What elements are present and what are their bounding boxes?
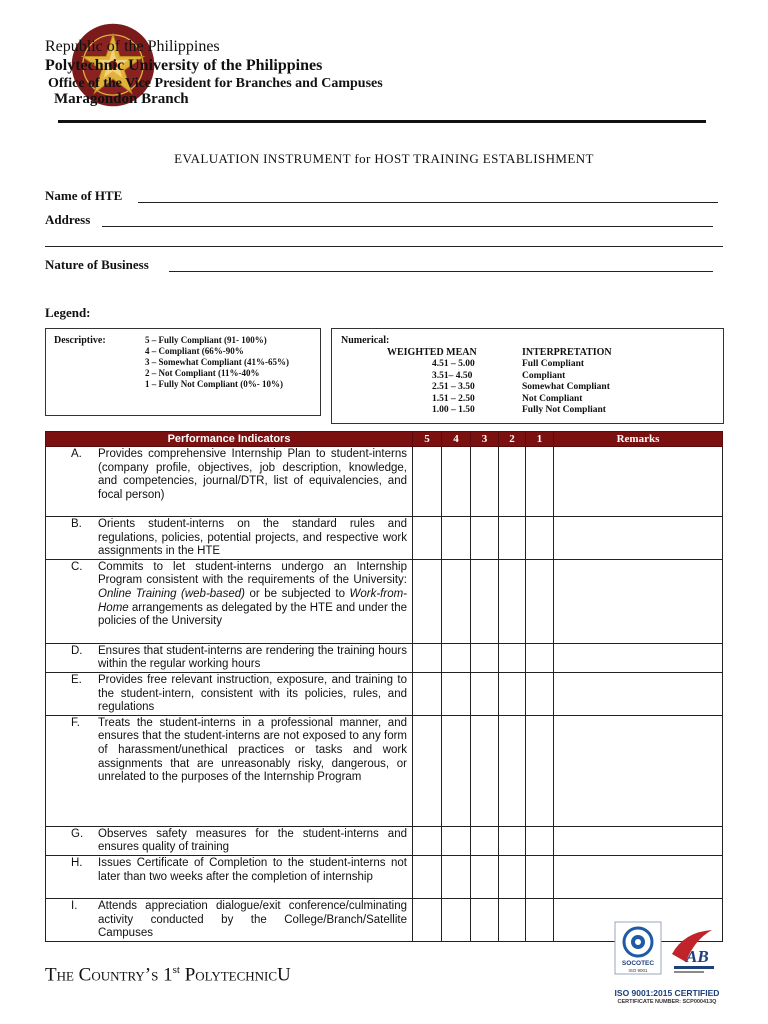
motto-superscript: st	[172, 964, 180, 976]
nature-of-business-label: Nature of Business	[45, 257, 149, 272]
indicator-letter: F.	[71, 716, 80, 729]
interpretation-heading: INTERPRETATION	[522, 347, 612, 358]
indicator-letter: D.	[71, 644, 83, 657]
indicator-text: Attends appreciation dialogue/exit conference/culminating activity conducted by the College/Branch/Satellite Campuses	[98, 899, 407, 940]
interp: Fully Not Compliant	[522, 405, 606, 415]
indicator-text: Ensures that student-interns are rendering the training hours within the regular working hours	[98, 644, 407, 671]
indicator-cell	[46, 826, 413, 855]
indicator-cell	[46, 672, 413, 715]
score-cell-4[interactable]	[442, 672, 471, 715]
table-row	[46, 672, 723, 715]
indicator-text	[98, 561, 407, 629]
numerical-row	[432, 382, 610, 394]
score-cell-5[interactable]	[413, 715, 442, 826]
header-score-1: 1	[526, 432, 554, 447]
score-cell-3[interactable]	[471, 826, 499, 855]
header-score-5: 5	[413, 432, 442, 447]
numerical-label: Numerical:	[341, 335, 390, 346]
header-divider	[58, 120, 706, 123]
descriptive-item: 2 – Not Compliant (11%-40%	[145, 368, 260, 378]
score-cell-1[interactable]	[526, 855, 554, 898]
header-remarks: Remarks	[554, 432, 723, 447]
score-cell-1[interactable]	[526, 447, 554, 517]
score-cell-2[interactable]	[499, 826, 526, 855]
indicator-letter: G.	[71, 827, 84, 840]
score-cell-2[interactable]	[499, 855, 526, 898]
score-cell-4[interactable]	[442, 517, 471, 560]
interp: Not Compliant	[522, 393, 583, 404]
range: 1.00 – 1.50	[432, 405, 475, 415]
numerical-legend-box	[331, 328, 724, 424]
indicator-text-part: arrangements as delegated by the HTE and under the policies of the University	[98, 601, 407, 628]
score-cell-3[interactable]	[471, 517, 499, 560]
indicator-letter: I.	[71, 899, 78, 912]
letterhead-branch: Maragondon Branch	[54, 91, 189, 107]
score-cell-4[interactable]	[442, 715, 471, 826]
table-row	[46, 715, 723, 826]
score-cell-2[interactable]	[499, 559, 526, 643]
header-score-4: 4	[442, 432, 471, 447]
ab-accreditation-label: AB	[686, 947, 709, 966]
descriptive-label: Descriptive:	[54, 335, 106, 346]
descriptive-item: 1 – Fully Not Compliant (0%- 10%)	[145, 379, 283, 389]
score-cell-1[interactable]	[526, 715, 554, 826]
score-cell-2[interactable]	[499, 447, 526, 517]
interp: Somewhat Compliant	[522, 382, 610, 392]
score-cell-2[interactable]	[499, 672, 526, 715]
table-row	[46, 447, 723, 517]
remarks-cell[interactable]	[554, 715, 723, 826]
weighted-mean-heading: WEIGHTED MEAN	[387, 347, 477, 358]
indicator-text: Orients student-interns on the standard rules and regulations, policies, potential projects, and respective work assignments in the HTE	[98, 518, 407, 558]
numerical-row	[432, 359, 610, 371]
letterhead-office: Office of the Vice President for Branches and Campuses	[48, 76, 383, 91]
indicator-text: Provides free relevant instruction, exposure, and training to the student-intern, consistent with its policies, rules, and regulations	[98, 673, 407, 714]
iso-certified-text: ISO 9001:2015 CERTIFIED	[614, 988, 720, 998]
table-row	[46, 559, 723, 643]
remarks-cell[interactable]	[554, 643, 723, 672]
indicator-letter: E.	[71, 673, 82, 686]
score-cell-5[interactable]	[413, 559, 442, 643]
descriptive-item: 5 – Fully Compliant (91- 100%)	[145, 335, 267, 345]
indicator-cell	[46, 855, 413, 898]
indicator-cell	[46, 643, 413, 672]
range: 1.51 – 2.50	[432, 393, 475, 404]
remarks-cell[interactable]	[554, 826, 723, 855]
indicator-cell	[46, 517, 413, 560]
score-cell-5[interactable]	[413, 643, 442, 672]
header-performance-indicators: Performance Indicators	[46, 432, 413, 447]
score-cell-4[interactable]	[442, 898, 471, 941]
socotec-label: SOCOTEC	[621, 960, 655, 967]
header-score-2: 2	[499, 432, 526, 447]
range: 3.51– 4.50	[432, 370, 473, 381]
footer-motto	[45, 964, 291, 986]
name-of-hte-line[interactable]	[138, 202, 718, 203]
performance-indicators-table	[45, 431, 723, 942]
score-cell-1[interactable]	[526, 898, 554, 941]
score-cell-5[interactable]	[413, 826, 442, 855]
score-cell-4[interactable]	[442, 447, 471, 517]
iso-9001-small-label: ISO 9001	[628, 968, 648, 973]
table-row	[46, 643, 723, 672]
score-cell-2[interactable]	[499, 898, 526, 941]
score-cell-4[interactable]	[442, 826, 471, 855]
remarks-cell[interactable]	[554, 559, 723, 643]
work-from-home-term: Work-from-Home	[98, 587, 408, 614]
score-cell-3[interactable]	[471, 855, 499, 898]
score-cell-3[interactable]	[471, 672, 499, 715]
score-cell-3[interactable]	[471, 898, 499, 941]
score-cell-1[interactable]	[526, 643, 554, 672]
score-cell-1[interactable]	[526, 826, 554, 855]
address-field[interactable]	[45, 212, 90, 228]
indicator-text: Provides comprehensive Internship Plan to student-interns (company profile, objectives, job description, knowledge, and competencies, journal/DTR, list of equivalencies, and focal person)	[98, 448, 407, 501]
range: 4.51 – 5.00	[432, 359, 475, 369]
letterhead-university: Polytechnic University of the Philippines	[45, 57, 323, 74]
descriptive-list	[145, 335, 289, 390]
score-cell-2[interactable]	[499, 517, 526, 560]
motto-part: The Country’s 1	[45, 964, 173, 986]
score-cell-2[interactable]	[499, 643, 526, 672]
document-title: EVALUATION INSTRUMENT for HOST TRAINING ESTABLISHMENT	[174, 151, 594, 166]
address-continuation-line[interactable]	[45, 246, 723, 247]
numerical-row	[432, 394, 610, 406]
range: 2.51 – 3.50	[432, 382, 475, 392]
indicator-letter: C.	[71, 560, 83, 573]
table-header-row	[46, 432, 723, 447]
indicator-letter: B.	[71, 518, 82, 530]
indicator-text: Observes safety measures for the student-interns and ensures quality of training	[98, 827, 407, 854]
name-of-hte-field[interactable]	[45, 188, 122, 204]
nature-of-business-field[interactable]	[45, 257, 149, 273]
score-cell-3[interactable]	[471, 643, 499, 672]
table-row	[46, 855, 723, 898]
score-cell-3[interactable]	[471, 559, 499, 643]
table-row	[46, 517, 723, 560]
score-cell-4[interactable]	[442, 559, 471, 643]
indicator-cell	[46, 715, 413, 826]
score-cell-1[interactable]	[526, 672, 554, 715]
remarks-cell[interactable]	[554, 517, 723, 560]
score-cell-5[interactable]	[413, 672, 442, 715]
numerical-row	[432, 405, 610, 417]
indicator-cell	[46, 447, 413, 517]
indicator-text: Issues Certificate of Completion to the student-interns not later than two weeks after the completion of internship	[98, 856, 407, 883]
score-cell-3[interactable]	[471, 715, 499, 826]
certificate-number: CERTIFICATE NUMBER: SCP000413Q	[617, 999, 717, 1005]
name-of-hte-label: Name of HTE	[45, 188, 123, 203]
nature-of-business-line[interactable]	[169, 271, 713, 272]
interp: Compliant	[522, 370, 566, 381]
indicator-text-part: Commits to let student-interns undergo an Internship Program consistent with the requirements of the University:	[98, 560, 407, 587]
motto-part: PolytechnicU	[179, 964, 291, 986]
header-score-3: 3	[471, 432, 499, 447]
online-training-term: Online Training (web-based)	[98, 587, 245, 600]
score-cell-5[interactable]	[413, 855, 442, 898]
indicator-cell	[46, 559, 413, 643]
indicator-cell	[46, 898, 413, 941]
table-row	[46, 826, 723, 855]
score-cell-4[interactable]	[442, 643, 471, 672]
address-line[interactable]	[102, 226, 713, 227]
indicator-letter: A.	[71, 448, 82, 460]
remarks-cell[interactable]	[554, 447, 723, 517]
legend-label: Legend:	[45, 305, 91, 320]
indicator-letter: H.	[71, 856, 83, 869]
score-cell-5[interactable]	[413, 517, 442, 560]
score-cell-4[interactable]	[442, 855, 471, 898]
score-cell-2[interactable]	[499, 715, 526, 826]
score-cell-1[interactable]	[526, 517, 554, 560]
numerical-row	[432, 371, 610, 383]
numerical-rows	[432, 359, 610, 417]
indicator-text-part: or be subjected to	[244, 587, 350, 600]
score-cell-5[interactable]	[413, 447, 442, 517]
indicator-text: Treats the student-interns in a professional manner, and ensures that the student-interns are not exposed to any form of harassment/unethical practices or tasks and work assignments that are unreasonably risky, dangerous, or unrelated to the purposes of the Internship Program	[98, 716, 407, 784]
descriptive-legend-box	[45, 328, 321, 416]
address-label: Address	[45, 212, 91, 227]
remarks-cell[interactable]	[554, 855, 723, 898]
interp: Full Compliant	[522, 359, 585, 369]
score-cell-5[interactable]	[413, 898, 442, 941]
remarks-cell[interactable]	[554, 672, 723, 715]
descriptive-item: 4 – Compliant (66%-90%	[145, 346, 244, 356]
descriptive-item: 3 – Somewhat Compliant (41%-65%)	[145, 357, 289, 367]
score-cell-3[interactable]	[471, 447, 499, 517]
letterhead-republic: Republic of the Philippines	[45, 38, 220, 55]
score-cell-1[interactable]	[526, 559, 554, 643]
